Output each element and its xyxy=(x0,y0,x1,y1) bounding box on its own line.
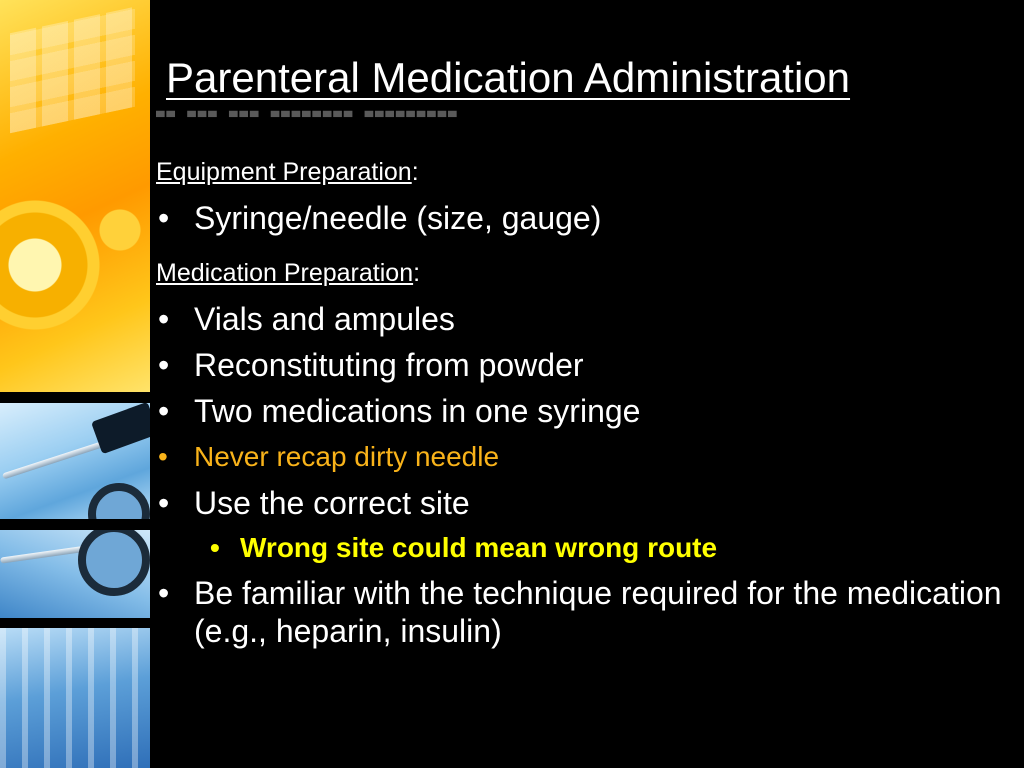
slide-title: Parenteral Medication Administration xyxy=(166,54,851,101)
medication-bullet-list xyxy=(156,300,1006,650)
syringe-image xyxy=(0,628,150,768)
bullet-item: • Be familiar with the technique required for the medication (e.g., heparin, insulin) xyxy=(158,575,1002,649)
bullet-item: • Vials and ampules xyxy=(158,301,455,337)
bullet-item: • Two medications in one syringe xyxy=(158,393,641,429)
left-image-strip xyxy=(0,0,150,768)
bullet-item-warning: • Never recap dirty needle xyxy=(158,441,500,472)
instrument-handle xyxy=(91,403,150,454)
lens-ring-2 xyxy=(78,530,150,596)
equipment-bullet-list xyxy=(156,199,1006,237)
bullet-item: • Syringe/needle (size, gauge) xyxy=(158,200,602,236)
sub-bullet-item: • Wrong site could mean wrong route xyxy=(210,532,718,563)
instrument-image-2 xyxy=(0,530,150,618)
bullet-item: • Use the correct site xyxy=(158,485,470,521)
lens-ring xyxy=(88,483,150,519)
section-heading-equipment: Equipment Preparation: xyxy=(156,158,419,186)
instrument-image xyxy=(0,403,150,519)
keyboard-graphic xyxy=(10,7,135,134)
stethoscope-image xyxy=(0,0,150,392)
bullet-item: • Reconstituting from powder xyxy=(158,347,584,383)
title-decoration: ▀▀ ▀▀▀ ▀▀▀ ▀▀▀▀▀▀▀▀ ▀▀▀▀▀▀▀▀▀ xyxy=(156,110,459,126)
slide-body xyxy=(156,150,1006,658)
section-heading-medication: Medication Preparation: xyxy=(156,259,421,287)
